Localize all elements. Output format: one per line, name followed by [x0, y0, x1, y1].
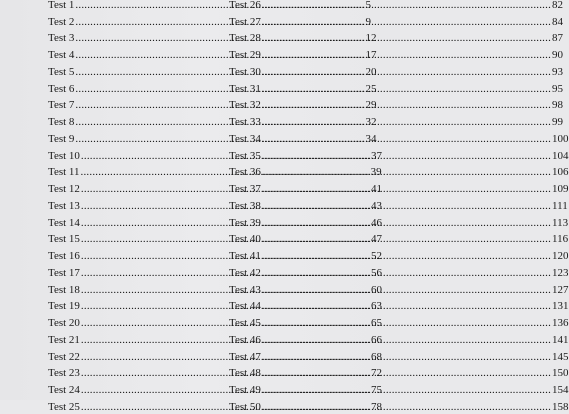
toc-entry-title: Test 17 [48, 266, 80, 279]
toc-entry-title: Test 8 [48, 116, 75, 128]
toc-entry-page-number: 123 [552, 266, 569, 279]
dot-leader [262, 284, 551, 297]
toc-entry-page-number: 34 [365, 132, 377, 145]
dot-leader [262, 300, 551, 313]
toc-entry-page-number: 65 [371, 317, 383, 329]
toc-entry-title: Test 34 [229, 132, 261, 145]
toc-entry-page-number: 46 [371, 216, 383, 229]
toc-entry-title: Test 30 [229, 65, 261, 78]
toc-entry-page-number: 78 [371, 400, 383, 413]
toc-entry-page-number: 150 [552, 367, 569, 380]
toc-entry-title: Test 12 [48, 183, 80, 195]
dot-leader [262, 351, 551, 364]
dot-leader [262, 200, 551, 213]
toc-entry-page-number: 100 [552, 132, 569, 145]
toc-entry-title: Test 3 [48, 32, 75, 45]
toc-entry-title: Test 15 [48, 233, 80, 246]
toc-entry-page-number: 56 [371, 266, 383, 279]
toc-entry-page-number: 41 [371, 183, 383, 195]
toc-entry-page-number: 29 [365, 99, 377, 112]
toc-entry-title: Test 35 [229, 149, 261, 162]
toc-entry-page-number: 25 [365, 82, 377, 95]
dot-leader [262, 233, 551, 246]
toc-entry-title: Test 46 [229, 333, 261, 346]
dot-leader [262, 83, 551, 96]
dot-leader [262, 150, 551, 163]
toc-entry-title: Test 2 [48, 15, 75, 28]
dot-leader [262, 166, 551, 179]
toc-entry-title: Test 39 [229, 216, 261, 229]
toc-entry-title: Test 50 [229, 400, 261, 413]
toc-entry-title: Test 36 [229, 166, 261, 179]
toc-entry-page-number: 66 [371, 333, 383, 346]
dot-leader [262, 267, 551, 280]
toc-entry-page-number: 104 [552, 149, 569, 162]
toc-entry-page-number: 111 [552, 199, 568, 212]
dot-leader [262, 49, 551, 62]
toc-entry-title: Test 22 [48, 350, 80, 363]
toc-entry-title: Test 49 [229, 384, 261, 396]
toc-entry-title: Test 16 [48, 250, 80, 262]
toc-entry-page-number: 131 [552, 300, 569, 313]
dot-leader [262, 66, 551, 79]
dot-leader [262, 317, 551, 330]
toc-entry [229, 0, 564, 12]
toc-entry-page-number: 32 [365, 116, 377, 128]
toc-entry-title: Test 31 [229, 82, 261, 95]
dot-leader [262, 183, 551, 196]
toc-entry-title: Test 37 [229, 183, 261, 195]
toc-entry-title: Test 19 [48, 300, 80, 313]
toc-entry-page-number: 37 [371, 149, 383, 162]
dot-leader [262, 133, 551, 146]
toc-entry-page-number: 82 [552, 0, 564, 11]
toc-entry-title: Test 21 [48, 333, 80, 346]
dot-leader [262, 99, 551, 112]
toc-entry-title: Test 20 [48, 317, 80, 329]
toc-entry-page-number: 109 [552, 183, 569, 195]
toc-entry-title: Test 28 [229, 32, 261, 45]
toc-entry-page-number: 17 [365, 49, 377, 61]
toc-entry-page-number: 72 [371, 367, 383, 380]
toc-entry-page-number: 60 [371, 283, 383, 296]
toc-entry-title: Test 47 [229, 350, 261, 363]
toc-entry-title: Test 48 [229, 367, 261, 380]
toc-entry-page-number: 106 [552, 166, 569, 179]
toc-entry-page-number: 68 [371, 350, 383, 363]
dot-leader [262, 0, 551, 12]
toc-entry-title: Test 33 [229, 116, 261, 128]
dot-leader [262, 401, 551, 414]
toc-entry-title: Test 29 [229, 49, 261, 61]
toc-entry-title: Test 14 [48, 216, 80, 229]
toc-entry-title: Test 41 [229, 250, 261, 262]
toc-entry-page-number: 120 [552, 250, 569, 262]
toc-entry-page-number: 43 [371, 199, 383, 212]
toc-entry-title: Test 26 [229, 0, 261, 11]
toc-entry-title: Test 13 [48, 199, 80, 212]
toc-entry-page-number: 127 [552, 283, 569, 296]
toc-entry-title: Test 42 [229, 266, 261, 279]
toc-entry-page-number: 9 [365, 15, 372, 28]
toc-entry-page-number: 47 [371, 233, 383, 246]
toc-entry-page-number: 75 [371, 384, 383, 396]
toc-entry-title: Test 4 [48, 49, 75, 61]
dot-leader [262, 384, 551, 397]
toc-entry-title: Test 6 [48, 82, 75, 95]
toc-entry-page-number: 87 [552, 32, 564, 45]
toc-entry-title: Test 32 [229, 99, 261, 112]
toc-entry-title: Test 44 [229, 300, 261, 313]
toc-entry-title: Test 11 [48, 166, 80, 179]
toc-entry [229, 96, 564, 113]
toc-entry [229, 12, 564, 29]
toc-entry-title: Test 5 [48, 65, 75, 78]
toc-entry-title: Test 18 [48, 283, 80, 296]
toc-entry-title: Test 10 [48, 149, 80, 162]
toc-entry-page-number: 93 [552, 65, 564, 78]
toc-entry-page-number: 154 [552, 384, 569, 396]
toc-entry-page-number: 95 [552, 82, 564, 95]
toc-entry-page-number: 141 [552, 333, 569, 346]
toc-entry-page-number: 113 [552, 216, 569, 229]
toc-entry-title: Test 45 [229, 317, 261, 329]
toc-entry-title: Test 25 [48, 400, 80, 413]
dot-leader [262, 334, 551, 347]
toc-entry-title: Test 27 [229, 15, 261, 28]
toc-entry-title: Test 24 [48, 384, 80, 396]
dot-leader [262, 116, 551, 129]
toc-entry-title: Test 38 [229, 199, 261, 212]
toc-entry-page-number: 12 [365, 32, 377, 45]
toc-entry-page-number: 136 [552, 317, 569, 329]
dot-leader [262, 16, 551, 29]
toc-entry-page-number: 145 [552, 350, 569, 363]
toc-entry-page-number: 5 [365, 0, 372, 11]
dot-leader [262, 32, 551, 45]
toc-entry-title: Test 1 [48, 0, 75, 11]
toc-entry-title: Test 40 [229, 233, 261, 246]
toc-entry-title: Test 7 [48, 99, 75, 112]
toc-entry-page-number: 158 [552, 400, 569, 413]
dot-leader [262, 217, 551, 230]
toc-entry-page-number: 20 [365, 65, 377, 78]
dot-leader [262, 250, 551, 263]
toc-entry-page-number: 90 [552, 49, 564, 61]
toc-entry-page-number: 116 [552, 233, 569, 246]
toc-entry-page-number: 39 [370, 166, 382, 179]
toc-entry-title: Test 43 [229, 283, 261, 296]
dot-leader [262, 367, 551, 380]
toc-entry-title: Test 23 [48, 367, 80, 380]
toc-entry-page-number: 98 [552, 99, 564, 112]
toc-entry [229, 129, 569, 146]
toc-entry-page-number: 84 [552, 15, 564, 28]
toc-entry-page-number: 99 [552, 116, 564, 128]
toc-entry-page-number: 63 [371, 300, 383, 313]
toc-entry-page-number: 52 [371, 250, 383, 262]
toc-entry-title: Test 9 [48, 132, 75, 145]
